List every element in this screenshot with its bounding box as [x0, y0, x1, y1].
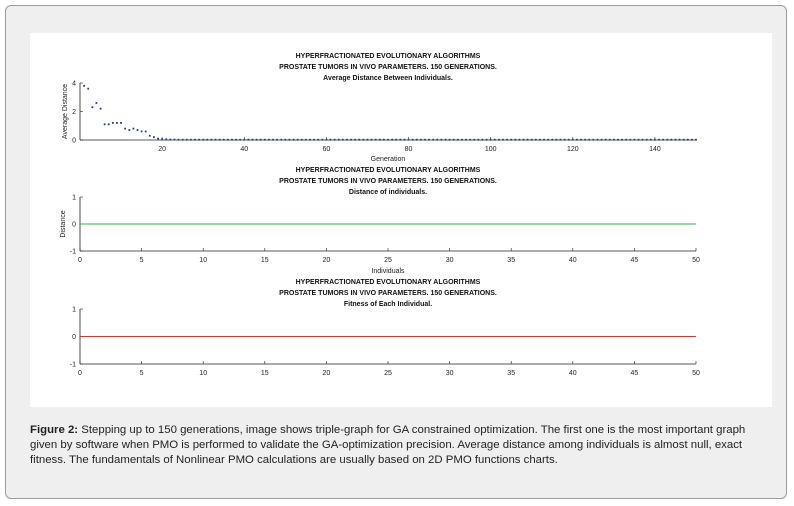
chart-title-line: HYPERFRACTIONATED EVOLUTIONARY ALGORITHMS [295, 167, 481, 174]
data-point [408, 139, 410, 141]
data-point [321, 139, 323, 141]
data-point [588, 139, 590, 141]
data-point [198, 139, 200, 141]
data-point [465, 139, 467, 141]
data-point [519, 139, 521, 141]
y-tick-label: 1 [72, 306, 76, 314]
data-point [190, 139, 192, 141]
data-point [687, 139, 689, 141]
chart-title-line: PROSTATE TUMORS IN VIVO PARAMETERS. 150 GENERATIONS. [279, 178, 497, 185]
data-point [260, 139, 262, 141]
data-point [453, 139, 455, 141]
data-point [621, 139, 623, 141]
data-point [498, 139, 500, 141]
x-tick-label: 30 [445, 370, 454, 377]
x-tick-label: 15 [260, 370, 269, 377]
data-point [527, 139, 529, 141]
data-point [362, 139, 364, 141]
y-tick-label: 4 [72, 80, 76, 88]
data-point [424, 139, 426, 141]
data-point [658, 139, 660, 141]
data-point [445, 139, 447, 141]
x-tick-label: 30 [445, 257, 454, 264]
data-point [379, 139, 381, 141]
y-axis-label: Distance [60, 210, 67, 238]
data-point [186, 139, 188, 141]
data-point [679, 139, 681, 141]
data-point [477, 139, 479, 141]
data-point [297, 139, 299, 141]
data-point [416, 139, 418, 141]
data-point [305, 139, 307, 141]
x-tick-label: 80 [404, 146, 413, 153]
data-point [514, 139, 516, 141]
data-point [116, 122, 118, 124]
data-point [683, 139, 685, 141]
data-point [670, 139, 672, 141]
x-tick-label: 45 [630, 257, 639, 264]
data-point [169, 139, 171, 141]
data-point [461, 139, 463, 141]
data-point [375, 139, 377, 141]
data-point [555, 139, 557, 141]
data-point [638, 139, 640, 141]
data-point [502, 139, 504, 141]
data-point [338, 139, 340, 141]
data-point [83, 85, 85, 87]
data-point [506, 139, 508, 141]
data-point [178, 139, 180, 141]
data-point [436, 139, 438, 141]
data-point [420, 139, 422, 141]
data-point [227, 139, 229, 141]
data-point [576, 139, 578, 141]
data-point [490, 139, 492, 141]
data-point [313, 139, 315, 141]
data-point [243, 139, 245, 141]
data-point [194, 139, 196, 141]
data-point [215, 139, 217, 141]
data-point [691, 139, 693, 141]
data-point [510, 139, 512, 141]
caption-text: Stepping up to 150 generations, image shows triple-graph for GA constrained optimization. The first one is the most important graph given by software when PMO is performed to validate the GA-optimization precision. Average distance among individuals is almost null, exact fitness. The fundamentals of Nonlinear PMO calculations are usually based on 2D PMO functions charts. [30, 424, 746, 466]
data-point [91, 106, 93, 108]
data-point [104, 123, 106, 125]
data-point [432, 139, 434, 141]
data-point [440, 139, 442, 141]
chart-title-line: PROSTATE TUMORS IN VIVO PARAMETERS. 150 GENERATIONS. [279, 64, 497, 71]
x-tick-label: 120 [566, 146, 579, 153]
data-point [256, 139, 258, 141]
x-tick-label: 5 [139, 257, 144, 264]
data-point [609, 139, 611, 141]
data-point [141, 131, 143, 133]
data-point [564, 139, 566, 141]
data-point [280, 139, 282, 141]
x-tick-label: 0 [78, 370, 82, 377]
data-point [371, 139, 373, 141]
data-point [87, 88, 89, 90]
y-tick-label: 0 [72, 221, 76, 229]
data-point [284, 139, 286, 141]
data-point [629, 139, 631, 141]
data-point [153, 136, 155, 138]
data-point [128, 129, 130, 131]
data-point [695, 139, 697, 141]
data-point [625, 139, 627, 141]
data-point [572, 139, 574, 141]
x-tick-label: 40 [568, 257, 577, 264]
data-point [100, 108, 102, 110]
data-point [584, 139, 586, 141]
data-point [161, 138, 163, 140]
data-point [124, 128, 126, 130]
data-point [399, 139, 401, 141]
x-tick-label: 10 [199, 257, 208, 264]
data-point [137, 129, 139, 131]
data-point [202, 139, 204, 141]
x-tick-label: 40 [240, 146, 249, 153]
chart-title-line: Average Distance Between Individuals. [323, 75, 453, 82]
data-point [309, 139, 311, 141]
data-point [383, 139, 385, 141]
data-point [231, 139, 233, 141]
data-point [654, 139, 656, 141]
data-point [165, 138, 167, 140]
x-tick-label: 140 [649, 146, 661, 153]
data-point [334, 139, 336, 141]
chart-title-line: HYPERFRACTIONATED EVOLUTIONARY ALGORITHMS [295, 53, 481, 60]
x-axis-label: Generation [370, 156, 406, 163]
y-tick-label: 2 [72, 109, 76, 116]
figure-caption [30, 423, 775, 468]
x-tick-label: 35 [507, 257, 516, 264]
data-point [239, 139, 241, 141]
data-point [120, 122, 122, 124]
data-point [132, 128, 134, 130]
data-point [326, 139, 328, 141]
x-tick-label: 35 [507, 370, 516, 377]
data-point [350, 139, 352, 141]
chart-title-line: PROSTATE TUMORS IN VIVO PARAMETERS. 150 GENERATIONS. [279, 290, 497, 297]
data-point [330, 139, 332, 141]
data-point [391, 139, 393, 141]
data-point [404, 139, 406, 141]
x-tick-label: 60 [322, 146, 331, 153]
y-tick-label: -1 [69, 248, 76, 256]
data-point [605, 139, 607, 141]
y-axis-label: Average Distance [62, 83, 69, 140]
triple-chart [30, 33, 772, 407]
figure-frame [5, 5, 787, 499]
data-point [96, 102, 98, 104]
data-point [157, 138, 159, 140]
data-point [531, 139, 533, 141]
data-point [634, 139, 636, 141]
data-point [346, 139, 348, 141]
x-tick-label: 15 [260, 257, 269, 264]
y-tick-label: 0 [72, 137, 76, 145]
data-point [617, 139, 619, 141]
data-point [642, 139, 644, 141]
data-point [523, 139, 525, 141]
data-point [568, 139, 570, 141]
data-point [108, 123, 110, 125]
y-tick-label: 0 [72, 334, 76, 341]
data-point [235, 139, 237, 141]
data-point [547, 139, 549, 141]
data-point [276, 139, 278, 141]
data-point [494, 139, 496, 141]
data-point [601, 139, 603, 141]
data-point [449, 139, 451, 141]
data-point [428, 139, 430, 141]
chart-title-line: HYPERFRACTIONATED EVOLUTIONARY ALGORITHMS [295, 279, 481, 286]
y-tick-label: 1 [72, 194, 76, 202]
data-point [650, 139, 652, 141]
data-point [367, 139, 369, 141]
data-point [387, 139, 389, 141]
x-tick-label: 40 [568, 370, 577, 377]
data-point [457, 139, 459, 141]
data-point [592, 139, 594, 141]
data-point [543, 139, 545, 141]
chart-title-line: Distance of individuals. [348, 189, 428, 196]
x-tick-label: 50 [692, 370, 700, 377]
x-tick-label: 50 [692, 257, 700, 264]
data-point [535, 139, 537, 141]
x-tick-label: 5 [139, 370, 144, 377]
data-point [112, 122, 114, 124]
data-point [268, 139, 270, 141]
data-point [486, 139, 488, 141]
x-tick-label: 20 [322, 370, 331, 377]
data-point [597, 139, 599, 141]
data-point [539, 139, 541, 141]
data-point [223, 139, 225, 141]
data-point [149, 135, 151, 137]
data-point [342, 139, 344, 141]
data-point [211, 139, 213, 141]
chart-title-line: Fitness of Each Individual. [343, 301, 433, 308]
data-point [272, 139, 274, 141]
data-point [473, 139, 475, 141]
data-point [219, 139, 221, 141]
data-point [174, 139, 176, 141]
data-point [264, 139, 266, 141]
data-point [293, 139, 295, 141]
data-point [247, 139, 249, 141]
data-point [613, 139, 615, 141]
data-point [482, 139, 484, 141]
data-point [252, 139, 254, 141]
data-point [412, 139, 414, 141]
figure-panel [30, 33, 772, 407]
data-point [301, 139, 303, 141]
data-point [289, 139, 291, 141]
x-tick-label: 0 [78, 257, 82, 264]
x-tick-label: 20 [322, 257, 331, 264]
data-point [662, 139, 664, 141]
data-point [317, 139, 319, 141]
data-point [675, 139, 677, 141]
x-axis-label: Individuals [371, 268, 405, 275]
data-point [358, 139, 360, 141]
data-point [560, 139, 562, 141]
x-tick-label: 10 [199, 370, 208, 377]
data-point [354, 139, 356, 141]
data-point [182, 139, 184, 141]
data-point [206, 139, 208, 141]
x-tick-label: 25 [384, 370, 392, 377]
data-point [469, 139, 471, 141]
data-point [646, 139, 648, 141]
x-tick-label: 45 [630, 370, 639, 377]
data-point [580, 139, 582, 141]
x-tick-label: 25 [384, 257, 392, 264]
y-tick-label: -1 [69, 361, 76, 369]
x-tick-label: 20 [158, 146, 167, 153]
data-point [395, 139, 397, 141]
x-tick-label: 100 [484, 146, 497, 153]
data-point [551, 139, 553, 141]
caption-label: Figure 2: [30, 424, 79, 436]
data-point [666, 139, 668, 141]
data-point [145, 131, 147, 133]
